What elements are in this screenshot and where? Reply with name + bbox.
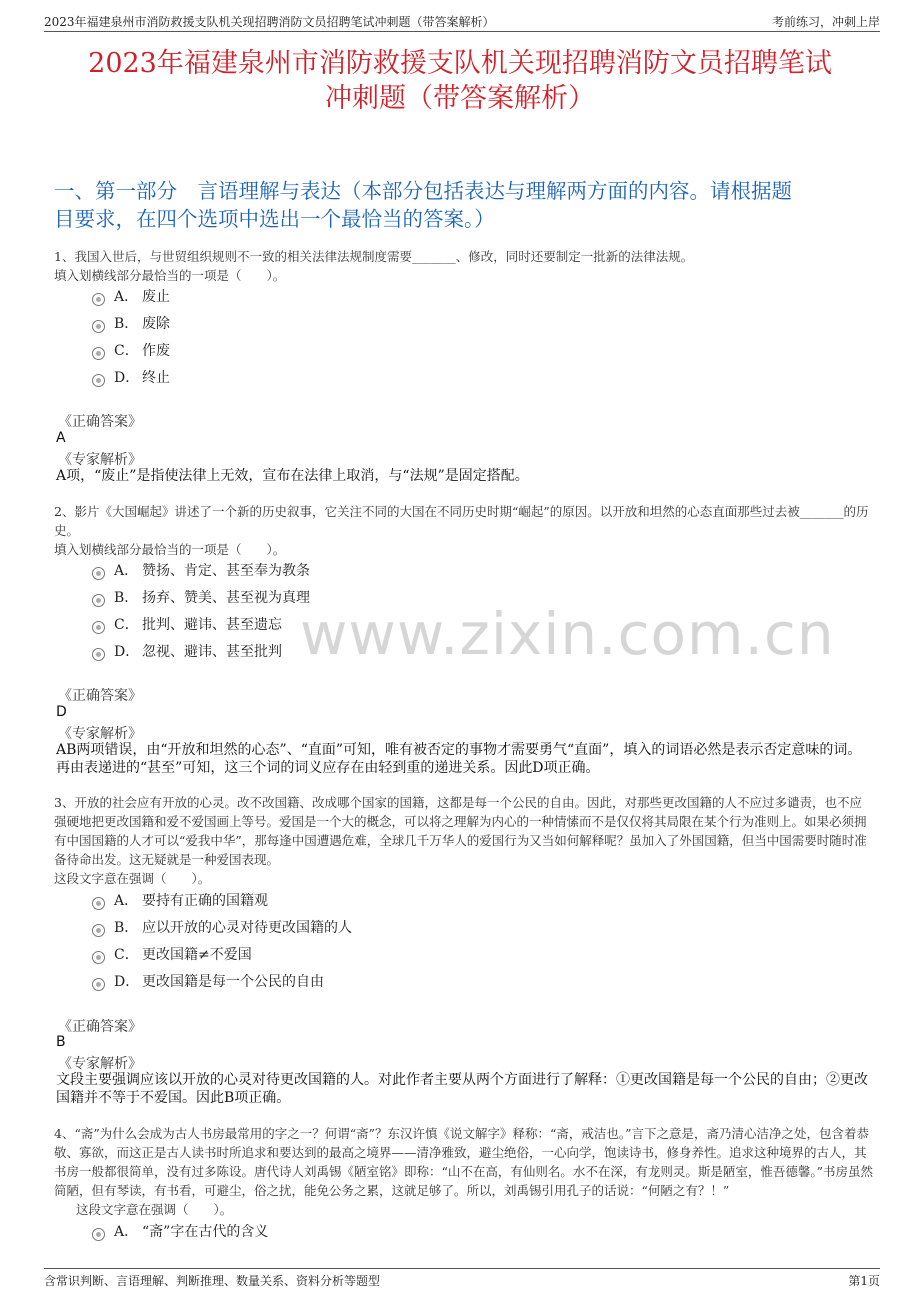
analysis-label: 《专家解析》 bbox=[58, 452, 142, 468]
question-4 bbox=[54, 1124, 874, 1219]
page-footer bbox=[44, 1268, 880, 1290]
question-stem: 4、“斋”为什么会成为古人书房最常用的字之一？何谓“斋”？东汉许慎《说文解字》释称：“斋，戒洁也。”言下之意是，斋乃清心洁净之处，包含着恭敬、寡欲，而这正是古人读书时所追求和要达到的最高之境界——清净雅致，避尘绝俗，一心向学，饱读诗书，修身养性。追求这种境界的古人，其书房一般都很简单，没有过多陈设。唐代诗人刘禹锡《陋室铭》即称：“山不在高，有仙则名。水不在深，有龙则灵。斯是陋室，惟吾德馨。”书房虽然简陋，但有琴读，有书看，可避尘，俗之扰，能免公务之累，这就足够了。所以，刘禹锡引用孔子的话说：“何陋之有？！” bbox=[54, 1126, 874, 1198]
radio-button-icon[interactable] bbox=[92, 374, 105, 387]
question-stem: 1、我国入世后，与世贸组织规则不一致的相关法律法规制度需要_______、修改，同时还要制定一批新的法律法规。 bbox=[54, 249, 694, 264]
radio-button-icon[interactable] bbox=[92, 978, 105, 991]
radio-button-icon[interactable] bbox=[92, 320, 105, 333]
section-heading-line-2: 目要求，在四个选项中选出一个最恰当的答案。） bbox=[54, 207, 495, 231]
header-document-title: 2023年福建泉州市消防救援支队机关现招聘消防文员招聘笔试冲刺题（带答案解析） bbox=[44, 15, 495, 29]
section-heading-line-1: 一、第一部分 言语理解与表达（本部分包括表达与理解两方面的内容。请根据题 bbox=[54, 179, 792, 203]
analysis-text: AB两项错误，由“开放和坦然的心态”、“直面”可知，唯有被否定的事物才需要勇气“直面”，填入的词语必然是表示否定意味的词。再由表递进的“甚至”可知，这三个词的词义应存在由轻到重的递进关系。因此D项正确。 bbox=[56, 742, 862, 776]
radio-button-icon[interactable] bbox=[92, 897, 105, 910]
analysis-label: 《专家解析》 bbox=[58, 1056, 142, 1072]
radio-button-icon[interactable] bbox=[92, 648, 105, 661]
question-prompt: 这段文字意在强调（ ）。 bbox=[76, 1202, 233, 1217]
radio-button-icon[interactable] bbox=[92, 594, 105, 607]
question-prompt: 填入划横线部分最恰当的一项是（ ）。 bbox=[54, 542, 286, 557]
radio-button-icon[interactable] bbox=[92, 621, 105, 634]
footer-question-types: 含常识判断、言语理解、判断推理、数量关系、资料分析等题型 bbox=[44, 1274, 381, 1288]
question-stem: 3、开放的社会应有开放的心灵。改不改国籍、改成哪个国家的国籍，这都是每一个公民的自由。因此，对那些更改国籍的人不应过多谴责，也不应强硬地把更改国籍和爱不爱国画上等号。爱国是一个大的概念，可以将之理解为内心的一种情愫而不是仅仅将其局限在某个行为准则上。如果必须拥有中国国籍的人才可以“爱我中华”，那每逢中国遭遇危难，全球几千万华人的爱国行为又当如何解释呢？虽加入了外国国籍，但当中国需要时随时准备待命出发。这无疑就是一种爱国表现。 bbox=[54, 795, 867, 867]
question-1 bbox=[54, 247, 874, 285]
radio-button-icon[interactable] bbox=[92, 567, 105, 580]
question-prompt: 填入划横线部分最恰当的一项是（ ）。 bbox=[54, 268, 286, 283]
header-slogan: 考前练习，冲刺上岸 bbox=[771, 15, 880, 29]
question-stem: 2、影片《大国崛起》讲述了一个新的历史叙事，它关注不同的大国在不同历史时期“崛起”的原因。以开放和坦然的心态直面那些过去被_______的历史。 bbox=[54, 504, 869, 538]
section-heading bbox=[54, 177, 876, 233]
document-title bbox=[40, 46, 880, 116]
analysis-text: 文段主要强调应该以开放的心灵对待更改国籍的人。对此作者主要从两个方面进行了解释：①更改国籍是每一个公民的自由；②更改国籍并不等于不爱国。因此B项正确。 bbox=[56, 1072, 868, 1106]
radio-button-icon[interactable] bbox=[92, 347, 105, 360]
correct-answer: B bbox=[56, 1034, 66, 1050]
watermark: www.zixin.com.cn bbox=[300, 600, 835, 668]
radio-button-icon[interactable] bbox=[92, 951, 105, 964]
question-3 bbox=[54, 793, 874, 888]
page-header bbox=[44, 10, 880, 32]
radio-button-icon[interactable] bbox=[92, 293, 105, 306]
analysis-label: 《专家解析》 bbox=[58, 726, 142, 742]
radio-button-icon[interactable] bbox=[92, 924, 105, 937]
question-2 bbox=[54, 502, 874, 559]
correct-answer: D bbox=[56, 704, 67, 720]
document-title-line-2: 冲刺题（带答案解析） bbox=[325, 83, 595, 114]
page-number: 第1页 bbox=[848, 1274, 880, 1288]
question-prompt: 这段文字意在强调（ ）。 bbox=[54, 871, 211, 886]
analysis-text: A项，“废止”是指使法律上无效，宣布在法律上取消，与“法规”是固定搭配。 bbox=[56, 468, 529, 484]
answer-label: 《正确答案》 bbox=[58, 414, 142, 430]
answer-label: 《正确答案》 bbox=[58, 688, 142, 704]
radio-button-icon[interactable] bbox=[92, 1228, 105, 1241]
answer-label: 《正确答案》 bbox=[58, 1019, 142, 1035]
correct-answer: A bbox=[56, 430, 66, 446]
document-title-line-1: 2023年福建泉州市消防救援支队机关现招聘消防文员招聘笔试 bbox=[88, 48, 832, 79]
